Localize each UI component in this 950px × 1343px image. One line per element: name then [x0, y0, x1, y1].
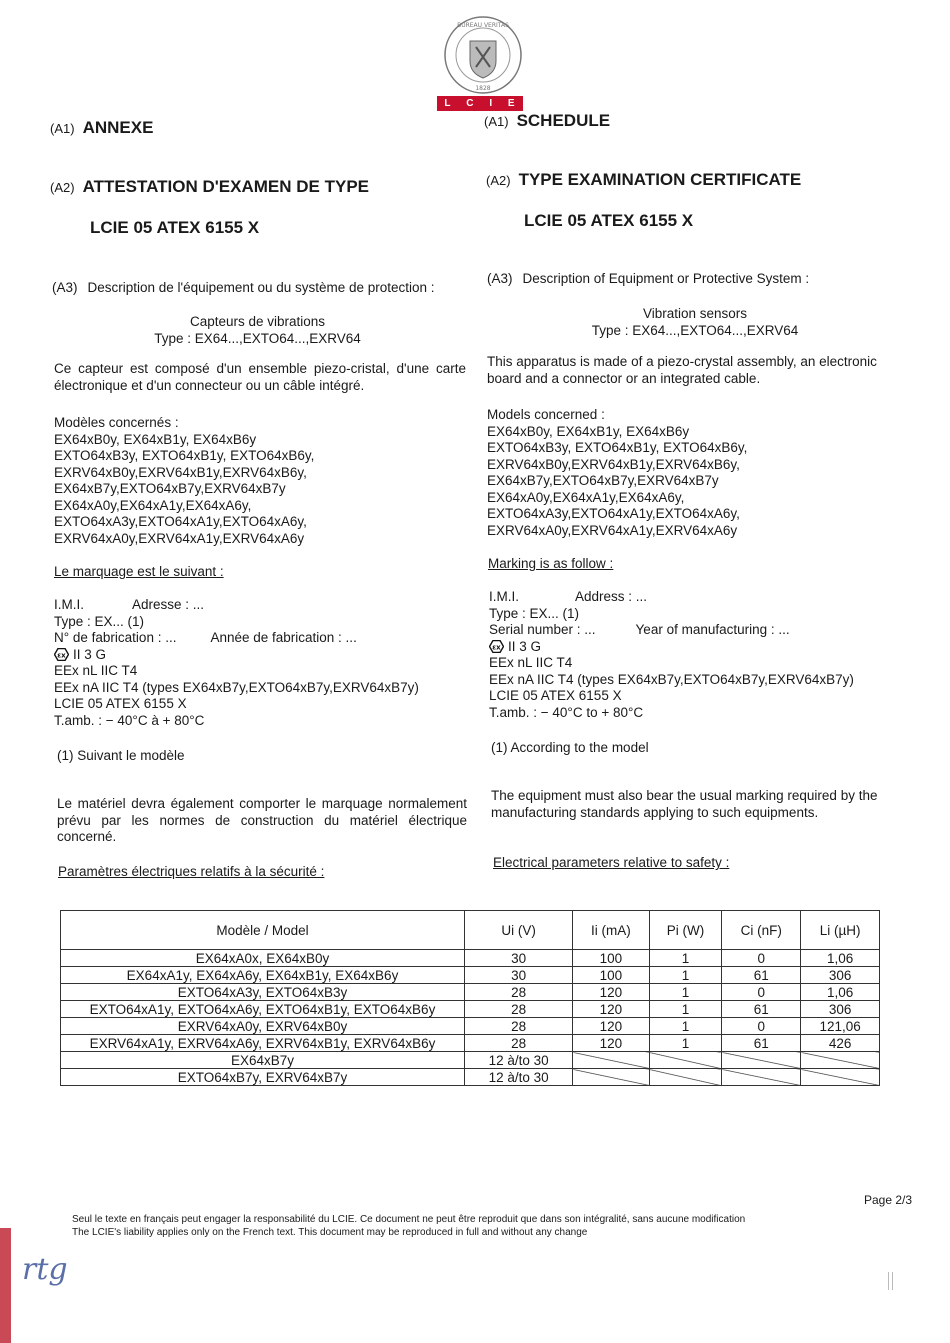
- left-a3-heading: [52, 280, 435, 297]
- ambient-temperature: T.amb. : − 40°C to + 80°C: [489, 704, 644, 720]
- table-row: [61, 1035, 880, 1052]
- struck-cell: [801, 1069, 880, 1086]
- type-marking: Type : EX... (1): [54, 613, 145, 629]
- table-cell: 61: [722, 967, 801, 984]
- struck-cell: [649, 1069, 722, 1086]
- table-cell: 30: [465, 967, 573, 984]
- right-a1-heading: [484, 111, 610, 131]
- table-row: [61, 1069, 880, 1086]
- table-cell: EXRV64xA1y, EXRV64xA6y, EXRV64xB1y, EXRV64xB6y: [61, 1035, 465, 1052]
- svg-text:εx: εx: [492, 643, 501, 651]
- model-note: (1) Suivant le modèle: [57, 748, 185, 763]
- lcie-letter: I: [489, 98, 494, 109]
- model-line: EX64xB7y,EXTO64xB7y,EXRV64xB7y: [487, 473, 719, 488]
- handwritten-initials: rtg: [22, 1252, 68, 1287]
- eex-marking: EEx nA IIC T4 (types EX64xB7y,EXTO64xB7y,EXRV64xB7y): [489, 671, 854, 687]
- table-row: [61, 1052, 880, 1069]
- right-models-block: [487, 407, 747, 539]
- table-cell: 120: [573, 1001, 649, 1018]
- table-cell: 1: [649, 950, 722, 967]
- table-cell: 0: [722, 1018, 801, 1035]
- table-row: [61, 1001, 880, 1018]
- table-cell: 30: [465, 950, 573, 967]
- lcie-banner: [437, 96, 523, 111]
- model-line: EXRV64xA0y,EXRV64xA1y,EXRV64xA6y: [487, 522, 738, 538]
- annex-title: ANNEXE: [82, 118, 154, 137]
- certificate-title: TYPE EXAMINATION CERTIFICATE: [518, 170, 802, 189]
- lcie-letter: L: [444, 98, 452, 109]
- table-cell: 28: [465, 984, 573, 1001]
- struck-cell: [649, 1052, 722, 1069]
- marking-title: Le marquage est le suivant :: [54, 564, 224, 579]
- svg-text:εx: εx: [57, 651, 66, 659]
- imi-label: I.M.I.: [54, 597, 84, 612]
- struck-cell: [722, 1069, 801, 1086]
- struck-cell: [573, 1069, 649, 1086]
- table-cell: 306: [801, 967, 880, 984]
- ex-hexagon-icon: [54, 648, 69, 661]
- year-label: Année de fabrication : ...: [210, 630, 357, 645]
- table-cell: 1,06: [801, 984, 880, 1001]
- section-tag: (A2): [50, 180, 75, 195]
- lcie-letter: E: [507, 98, 516, 109]
- model-note: (1) According to the model: [491, 740, 649, 755]
- table-cell: 426: [801, 1035, 880, 1052]
- left-a2-heading: [50, 177, 369, 197]
- left-device-block: [100, 314, 415, 347]
- certificate-title: ATTESTATION D'EXAMEN DE TYPE: [82, 177, 370, 196]
- table-cell: EXRV64xA0y, EXRV64xB0y: [61, 1018, 465, 1035]
- address-label: Address : ...: [575, 589, 648, 604]
- scan-mark: [888, 1272, 893, 1290]
- eex-marking: EEx nA IIC T4 (types EX64xB7y,EXTO64xB7y,EXRV64xB7y): [54, 679, 419, 695]
- serial-label: Serial number : ...: [489, 622, 596, 637]
- table-cell: EXTO64xA3y, EXTO64xB3y: [61, 984, 465, 1001]
- model-line: EXRV64xB0y,EXRV64xB1y,EXRV64xB6y,: [54, 464, 307, 480]
- struck-cell: [722, 1052, 801, 1069]
- model-line: EXTO64xB3y, EXTO64xB1y, EXTO64xB6y,: [487, 440, 748, 455]
- table-cell: 61: [722, 1035, 801, 1052]
- right-a3-heading: [487, 271, 809, 288]
- ex-group: II 3 G: [73, 646, 107, 662]
- column-header: Ui (V): [465, 911, 573, 950]
- serial-label: N° de fabrication : ...: [54, 630, 177, 645]
- table-cell: 306: [801, 1001, 880, 1018]
- column-header: Modèle / Model: [61, 911, 465, 950]
- column-header: Ci (nF): [722, 911, 801, 950]
- certificate-number: LCIE 05 ATEX 6155 X: [90, 218, 260, 237]
- table-cell: EX64xA0x, EX64xB0y: [61, 950, 465, 967]
- table-cell: 61: [722, 1001, 801, 1018]
- table-cell: 1: [649, 984, 722, 1001]
- table-row: [61, 950, 880, 967]
- table-cell: 28: [465, 1035, 573, 1052]
- electrical-params-title: Electrical parameters relative to safety :: [493, 855, 730, 870]
- table-cell: 120: [573, 1035, 649, 1052]
- disclaimer-en: The LCIE's liability applies only on the French text. This document may be reproduced in full and without any change: [72, 1227, 588, 1238]
- section-tag: (A3): [52, 280, 78, 295]
- device-type: Type : EX64...,EXTO64...,EXRV64: [154, 330, 361, 346]
- page-number: Page 2/3: [864, 1193, 913, 1207]
- left-marking-block: [54, 597, 474, 729]
- electrical-parameters-table: [60, 910, 880, 1086]
- device-name: Capteurs de vibrations: [189, 314, 326, 329]
- model-line: EXTO64xA3y,EXTO64xA1y,EXTO64xA6y,: [54, 514, 307, 529]
- table-cell: 1: [649, 1001, 722, 1018]
- svg-text:1828: 1828: [475, 85, 491, 92]
- model-line: EXRV64xA0y,EXRV64xA1y,EXRV64xA6y: [54, 530, 305, 546]
- left-models-block: [54, 415, 314, 547]
- cert-marking: LCIE 05 ATEX 6155 X: [54, 696, 187, 711]
- svg-text:BUREAU VERITAS: BUREAU VERITAS: [457, 22, 509, 29]
- model-line: EXTO64xB3y, EXTO64xB1y, EXTO64xB6y,: [54, 448, 315, 463]
- table-cell: EX64xA1y, EX64xA6y, EX64xB1y, EX64xB6y: [61, 967, 465, 984]
- model-line: EX64xB0y, EX64xB1y, EX64xB6y: [487, 423, 690, 439]
- section-tag: (A2): [486, 173, 511, 188]
- model-line: EX64xB0y, EX64xB1y, EX64xB6y: [54, 431, 257, 447]
- equipment-description: This apparatus is made of a piezo-crystal assembly, an electronic board and a connector or an integrated cable.: [487, 354, 877, 386]
- schedule-title: SCHEDULE: [516, 111, 611, 130]
- table-cell: 1: [649, 1018, 722, 1035]
- red-margin-stripe: [0, 1228, 11, 1343]
- ex-group: II 3 G: [508, 638, 542, 654]
- cert-marking: LCIE 05 ATEX 6155 X: [489, 688, 622, 703]
- disclaimer-fr: Seul le texte en français peut engager la responsabilité du LCIE. Ce document ne peut être reproduit que dans son intégralité, sans aucune modification: [72, 1214, 746, 1225]
- table-cell: 121,06: [801, 1018, 880, 1035]
- table-cell: EXTO64xB7y, EXRV64xB7y: [61, 1069, 465, 1086]
- description-heading: Description de l'équipement ou du système de protection :: [87, 280, 435, 295]
- equipment-description: Ce capteur est composé d'un ensemble piezo-cristal, d'une carte électronique et d'un connecteur ou un câble intégré.: [54, 361, 466, 393]
- table-row: [61, 967, 880, 984]
- right-marking-block: [489, 589, 929, 721]
- column-header: Pi (W): [649, 911, 722, 950]
- ambient-temperature: T.amb. : − 40°C à + 80°C: [54, 712, 205, 728]
- eex-marking: EEx nL IIC T4: [54, 663, 138, 678]
- footer-disclaimer: [72, 1213, 862, 1239]
- model-line: EXRV64xB0y,EXRV64xB1y,EXRV64xB6y,: [487, 456, 740, 472]
- table-cell: EXTO64xA1y, EXTO64xA6y, EXTO64xB1y, EXTO64xB6y: [61, 1001, 465, 1018]
- imi-label: I.M.I.: [489, 589, 519, 604]
- eex-marking: EEx nL IIC T4: [489, 655, 573, 670]
- table-row: [61, 984, 880, 1001]
- model-line: EXTO64xA3y,EXTO64xA1y,EXTO64xA6y,: [487, 506, 740, 521]
- additional-marking-text: The equipment must also bear the usual marking required by the manufacturing standards applying to such equipments.: [491, 788, 878, 820]
- table-cell: 0: [722, 984, 801, 1001]
- table-cell: 0: [722, 950, 801, 967]
- year-label: Year of manufacturing : ...: [635, 622, 790, 637]
- additional-marking-text: Le matériel devra également comporter le marquage normalement prévu par les normes de construction du matériel électrique concerné.: [57, 796, 467, 844]
- model-line: EX64xA0y,EX64xA1y,EX64xA6y,: [487, 489, 685, 505]
- table-cell: EX64xB7y: [61, 1052, 465, 1069]
- left-a1-heading: [50, 118, 153, 138]
- description-heading: Description of Equipment or Protective System :: [522, 271, 810, 286]
- table-cell: 120: [573, 984, 649, 1001]
- certificate-number: LCIE 05 ATEX 6155 X: [524, 211, 694, 230]
- struck-cell: [801, 1052, 880, 1069]
- type-marking: Type : EX... (1): [489, 605, 580, 621]
- column-header: Li (µH): [801, 911, 880, 950]
- marking-title: Marking is as follow :: [488, 556, 614, 571]
- table-cell: 1: [649, 967, 722, 984]
- ex-hexagon-icon: [489, 640, 504, 653]
- electrical-params-title: Paramètres électriques relatifs à la sécurité :: [58, 864, 325, 879]
- section-tag: (A3): [487, 271, 513, 286]
- model-line: EX64xB7y,EXTO64xB7y,EXRV64xB7y: [54, 481, 286, 496]
- table-header-row: [61, 911, 880, 950]
- right-device-block: [540, 306, 850, 339]
- device-type: Type : EX64...,EXTO64...,EXRV64: [591, 322, 799, 338]
- table-cell: 1,06: [801, 950, 880, 967]
- table-cell: 1: [649, 1035, 722, 1052]
- address-label: Adresse : ...: [132, 597, 205, 612]
- table-row: [61, 1018, 880, 1035]
- column-header: Ii (mA): [573, 911, 649, 950]
- device-name: Vibration sensors: [642, 306, 748, 321]
- struck-cell: [573, 1052, 649, 1069]
- model-line: EX64xA0y,EX64xA1y,EX64xA6y,: [54, 497, 252, 513]
- table-cell: 28: [465, 1001, 573, 1018]
- models-title: Modèles concernés :: [54, 415, 179, 430]
- right-a2-heading: [486, 170, 801, 190]
- table-cell: 100: [573, 967, 649, 984]
- table-cell: 120: [573, 1018, 649, 1035]
- section-tag: (A1): [50, 121, 75, 136]
- models-title: Models concerned :: [487, 407, 605, 422]
- table-cell: 12 à/to 30: [465, 1052, 573, 1069]
- table-cell: 28: [465, 1018, 573, 1035]
- section-tag: (A1): [484, 114, 509, 129]
- table-cell: 100: [573, 950, 649, 967]
- lcie-letter: C: [466, 98, 475, 109]
- table-cell: 12 à/to 30: [465, 1069, 573, 1086]
